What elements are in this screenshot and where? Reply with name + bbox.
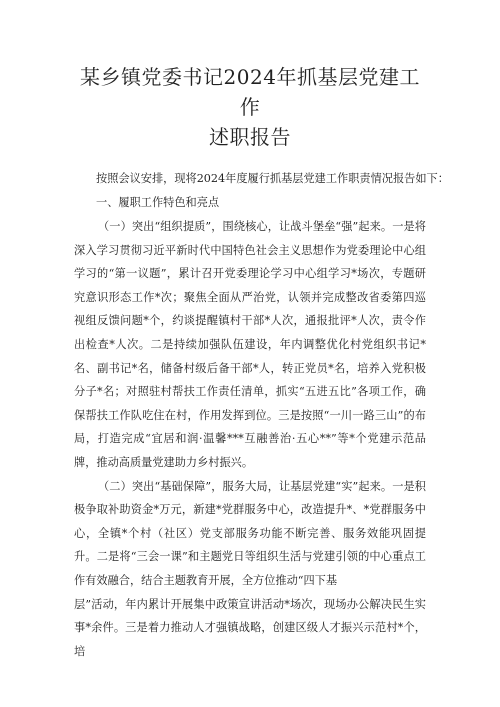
intro-paragraph: 按照会议安排，现将2024年度履行抓基层党建工作职责情况报告如下：: [96, 172, 449, 185]
section-heading-1: 一、履职工作特色和亮点: [96, 196, 220, 209]
body-paragraph-1: （一）突出“组织提质”，围绕核心，让战斗堡垒“强”起来。一是将深入学习贯彻习近平新时代中国特色社会主义思想作为党委理论中心组学习的“第一议题”，累计召开党委理论学习中心组学习*场次，专题研究意识形态工作*次；聚焦全面从严治党，认领并完成整改省委第四巡视组反馈问题*个，约谈提醒镇村干部*人次，通报批评*人次，责令作出检查*人次。二是持续加强队伍建设，年内调整优化村党组织书记*名、副书记*名，储备村级后备干部*人，转正党员*名，培养入党积极分子*名；对照驻村帮扶工作责任清单，抓实“五进五比”各项工作，确保帮扶工作队吃住在村，作用发挥到位。三是按照“一川一路三山”的布局，打造完成“宜居和润·温馨***互融善治·五心**”等*个党建示范品牌，推动高质量党建助力乡村振兴。: [74, 220, 426, 469]
body-paragraph-2-part-a: （二）突出“基础保障”，服务大局，让基层党建“实”起来。一是积极争取补助资金*万元，新建*党群服务中心，改造提升*、*党群服务中心，全镇*个村（社区）党支部服务功能不断完善、服务效能巩固提升。二是将“三会一课”和主题党日等组织生活与党建引领的中心重点工作有效融合，结合主题教育开展，全方位推动“四下基: [74, 479, 426, 587]
title-line-1: 某乡镇党委书记2024年抓基层党建工作: [80, 65, 420, 119]
body-paragraph-2: [74, 475, 426, 593]
body-paragraph-2-continued: [74, 593, 426, 664]
document-title: [74, 62, 426, 152]
body-paragraph-2-part-b: 层”活动，年内累计开展集中政策宣讲活动*场次，现场办公解决民生实事*余件。三是着力推动人才强镇战略，创建区级人才振兴示范村*个，培: [74, 597, 426, 658]
title-line-2: 述职报告: [209, 125, 291, 149]
